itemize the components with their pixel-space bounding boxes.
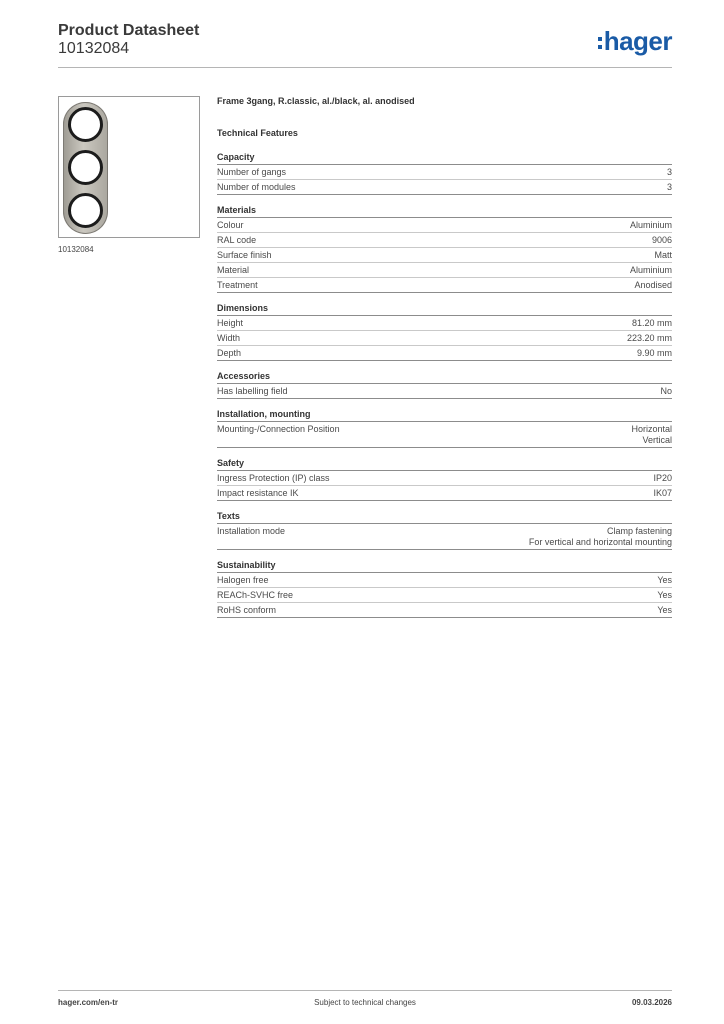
spec-value-line: 81.20 mm xyxy=(631,318,672,328)
spec-label: Mounting-/Connection Position xyxy=(217,424,340,434)
spec-label: REACh-SVHC free xyxy=(217,590,294,600)
header-divider xyxy=(58,67,672,68)
spec-group xyxy=(217,458,672,501)
spec-row xyxy=(217,524,672,550)
logo-text: hager xyxy=(603,26,672,56)
spec-group xyxy=(217,511,672,550)
spec-label: Depth xyxy=(217,348,242,358)
spec-value-line: Yes xyxy=(657,590,672,600)
footer-notice: Subject to technical changes xyxy=(314,998,416,1007)
spec-row xyxy=(217,486,672,501)
spec-label: Height xyxy=(217,318,244,328)
spec-value-line: Horizontal xyxy=(631,424,672,434)
spec-label: Number of gangs xyxy=(217,167,287,177)
spec-group-title: Installation, mounting xyxy=(217,409,672,422)
spec-value xyxy=(667,182,672,193)
spec-value xyxy=(653,488,672,499)
spec-label: RoHS conform xyxy=(217,605,277,615)
spec-label: Has labelling field xyxy=(217,386,288,396)
spec-row xyxy=(217,180,672,195)
page-header xyxy=(58,22,672,58)
spec-value xyxy=(529,526,672,548)
spec-value-line: 9006 xyxy=(651,235,672,245)
spec-value xyxy=(631,424,672,446)
spec-value xyxy=(657,590,672,601)
spec-group-title: Materials xyxy=(217,205,672,218)
spec-value xyxy=(667,167,672,178)
spec-row xyxy=(217,248,672,263)
spec-value-line: Vertical xyxy=(642,435,672,445)
spec-group-title: Safety xyxy=(217,458,672,471)
spec-label: Installation mode xyxy=(217,526,286,536)
spec-row xyxy=(217,471,672,486)
spec-value xyxy=(630,265,672,276)
spec-value xyxy=(634,280,672,291)
spec-group xyxy=(217,303,672,361)
spec-label: RAL code xyxy=(217,235,257,245)
spec-label: Width xyxy=(217,333,241,343)
spec-group xyxy=(217,371,672,399)
spec-value xyxy=(652,235,672,246)
spec-value xyxy=(654,250,672,261)
spec-group xyxy=(217,152,672,195)
technical-features-heading: Technical Features xyxy=(217,128,298,138)
image-caption: 10132084 xyxy=(58,245,94,254)
spec-value-line: Yes xyxy=(657,575,672,585)
spec-label: Impact resistance IK xyxy=(217,488,299,498)
spec-value xyxy=(627,333,672,344)
spec-label: Material xyxy=(217,265,250,275)
socket-opening-2 xyxy=(68,150,103,185)
spec-row xyxy=(217,278,672,293)
footer-divider xyxy=(58,990,672,991)
product-title: Frame 3gang, R.classic, al./black, al. anodised xyxy=(217,96,415,106)
document-number: 10132084 xyxy=(58,40,130,57)
spec-group-title: Capacity xyxy=(217,152,672,165)
spec-row xyxy=(217,588,672,603)
spec-row xyxy=(217,384,672,399)
socket-opening-1 xyxy=(68,107,103,142)
spec-value xyxy=(632,318,672,329)
frame-3gang-illustration xyxy=(63,102,108,234)
spec-row xyxy=(217,346,672,361)
document-title: Product Datasheet xyxy=(58,22,200,39)
spec-content xyxy=(217,96,672,628)
spec-group-title: Texts xyxy=(217,511,672,524)
spec-row xyxy=(217,422,672,448)
spec-label: Surface finish xyxy=(217,250,272,260)
spec-row xyxy=(217,316,672,331)
spec-value-line: Yes xyxy=(657,605,672,615)
spec-group xyxy=(217,205,672,293)
spec-value-line: Aluminium xyxy=(629,220,672,230)
spec-value-line: No xyxy=(660,386,672,396)
spec-value-line: Matt xyxy=(654,250,672,260)
spec-value-line: Anodised xyxy=(634,280,672,290)
spec-group-title: Sustainability xyxy=(217,560,672,573)
spec-value xyxy=(653,473,672,484)
spec-value-line: 3 xyxy=(666,182,672,192)
spec-sections xyxy=(217,152,672,618)
socket-opening-3 xyxy=(68,193,103,228)
spec-value xyxy=(637,348,672,359)
spec-value-line: 3 xyxy=(666,167,672,177)
spec-label: Halogen free xyxy=(217,575,269,585)
spec-label: Number of modules xyxy=(217,182,296,192)
spec-group xyxy=(217,409,672,448)
spec-label: Colour xyxy=(217,220,244,230)
spec-value xyxy=(657,605,672,616)
spec-row xyxy=(217,573,672,588)
spec-value xyxy=(657,575,672,586)
spec-row xyxy=(217,233,672,248)
spec-value-line: Aluminium xyxy=(629,265,672,275)
spec-value-line: IP20 xyxy=(653,473,672,483)
spec-value-line: IK07 xyxy=(653,488,672,498)
hager-logo xyxy=(598,26,672,56)
footer-website: hager.com/en-tr xyxy=(58,998,119,1007)
spec-label: Treatment xyxy=(217,280,258,290)
spec-group-title: Accessories xyxy=(217,371,672,384)
logo-colon-icon xyxy=(598,37,602,49)
spec-value xyxy=(630,220,672,231)
spec-row xyxy=(217,218,672,233)
spec-row xyxy=(217,331,672,346)
product-image xyxy=(58,96,200,238)
spec-value-line: 9.90 mm xyxy=(636,348,672,358)
spec-value-line: 223.20 mm xyxy=(626,333,672,343)
spec-value-line: For vertical and horizontal mounting xyxy=(528,537,672,547)
spec-row xyxy=(217,603,672,618)
spec-group-title: Dimensions xyxy=(217,303,672,316)
spec-row xyxy=(217,165,672,180)
spec-label: Ingress Protection (IP) class xyxy=(217,473,330,483)
spec-row xyxy=(217,263,672,278)
spec-value xyxy=(660,386,672,397)
spec-value-line: Clamp fastening xyxy=(606,526,672,536)
spec-group xyxy=(217,560,672,618)
footer-date: 09.03.2026 xyxy=(631,998,672,1007)
